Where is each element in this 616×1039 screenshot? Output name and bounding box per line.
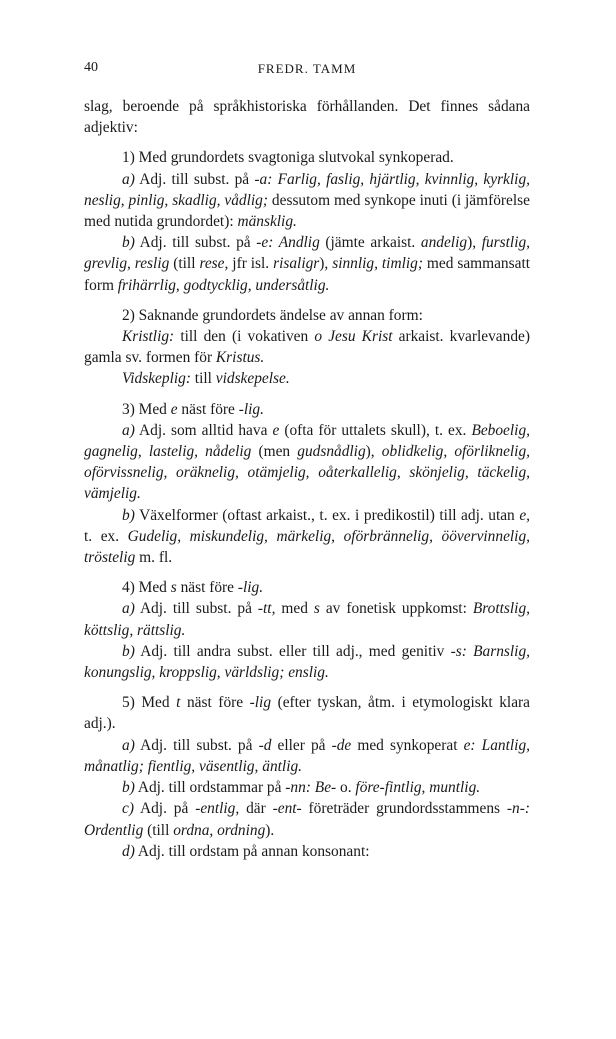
section-4-heading: 4) Med s näst före -lig. bbox=[122, 579, 264, 597]
section-4a-paragraph: a) Adj. till subst. på -tt, med s av fonetisk uppkomst: Brottslig, köttslig, rättslig. bbox=[84, 600, 530, 639]
section-5b-paragraph: b) Adj. till ordstammar på -nn: Be- o. före-fintlig, muntlig. bbox=[122, 779, 481, 797]
section-2-heading: 2) Saknande grundordets ändelse av annan form: bbox=[122, 306, 423, 324]
section-5d-paragraph: d) Adj. till ordstam på annan konsonant: bbox=[122, 842, 370, 860]
page-number: 40 bbox=[84, 60, 98, 75]
section-1a-paragraph: a) Adj. till subst. på -a: Farlig, faslig, hjärtlig, kvinnlig, kyrklig, neslig, pinlig, skadlig, vådlig; dessutom med synkope inuti (i jämförelse med nutida grundordet): mänsklig. bbox=[84, 170, 530, 231]
section-3b-paragraph: b) Växelformer (oftast arkaist., t. ex. i predikostil) till adj. utan e, t. ex. Gudelig, miskundelig, märkelig, oförbrännelig, öövervinnelig, tröstelig m. fl. bbox=[84, 506, 530, 567]
body-text bbox=[84, 96, 530, 862]
section-3a-paragraph: a) Adj. som alltid hava e (ofta för uttalets skull), t. ex. Beboelig, gagnelig, lastelig, nådelig (men gudsnådlig), oblidkelig, oförliknelig, oförvissnelig, oräknelig, otämjelig, oåterkallelig, skönjelig, täckelig, vämjelig. bbox=[84, 421, 530, 503]
section-3-heading: 3) Med e näst före -lig. bbox=[122, 400, 264, 418]
section-1b-paragraph: b) Adj. till subst. på -e: Andlig (jämte arkaist. andelig), furstlig, grevlig, reslig (till rese, jfr isl. risaligr), sinnlig, timlig; med sammansatt form frihärrlig, godtycklig, undersåtlig. bbox=[84, 234, 531, 294]
section-5c-paragraph: c) Adj. på -entlig, där -ent- företräder grundordsstammens -n-: Ordentlig (till ordna, ordning). bbox=[84, 800, 530, 839]
section-2-vidskeplig: Vidskeplig: till vidskepelse. bbox=[122, 370, 290, 388]
section-5a-paragraph: a) Adj. till subst. på -d eller på -de med synkoperat e: Lantlig, månatlig; fientlig, väsentlig, äntlig. bbox=[84, 736, 530, 775]
page-header bbox=[84, 60, 530, 80]
intro-paragraph: slag, beroende på språkhistoriska förhållanden. Det finnes sådana adjektiv: bbox=[84, 98, 530, 137]
section-5-heading: 5) Med t näst före -lig (efter tyskan, åtm. i etymologiskt klara adj.). bbox=[84, 694, 530, 733]
section-1-heading: 1) Med grundordets svagtoniga slutvokal synkoperad. bbox=[122, 149, 454, 167]
section-2-kristlig: Kristlig: till den (i vokativen o Jesu Krist arkaist. kvarlevande) gamla sv. formen för Kristus. bbox=[84, 328, 530, 367]
section-4b-paragraph: b) Adj. till andra subst. eller till adj., med genitiv -s: Barnslig, konungslig, kroppslig, världslig; enslig. bbox=[84, 642, 530, 682]
running-head: FREDR. TAMM bbox=[257, 61, 357, 76]
